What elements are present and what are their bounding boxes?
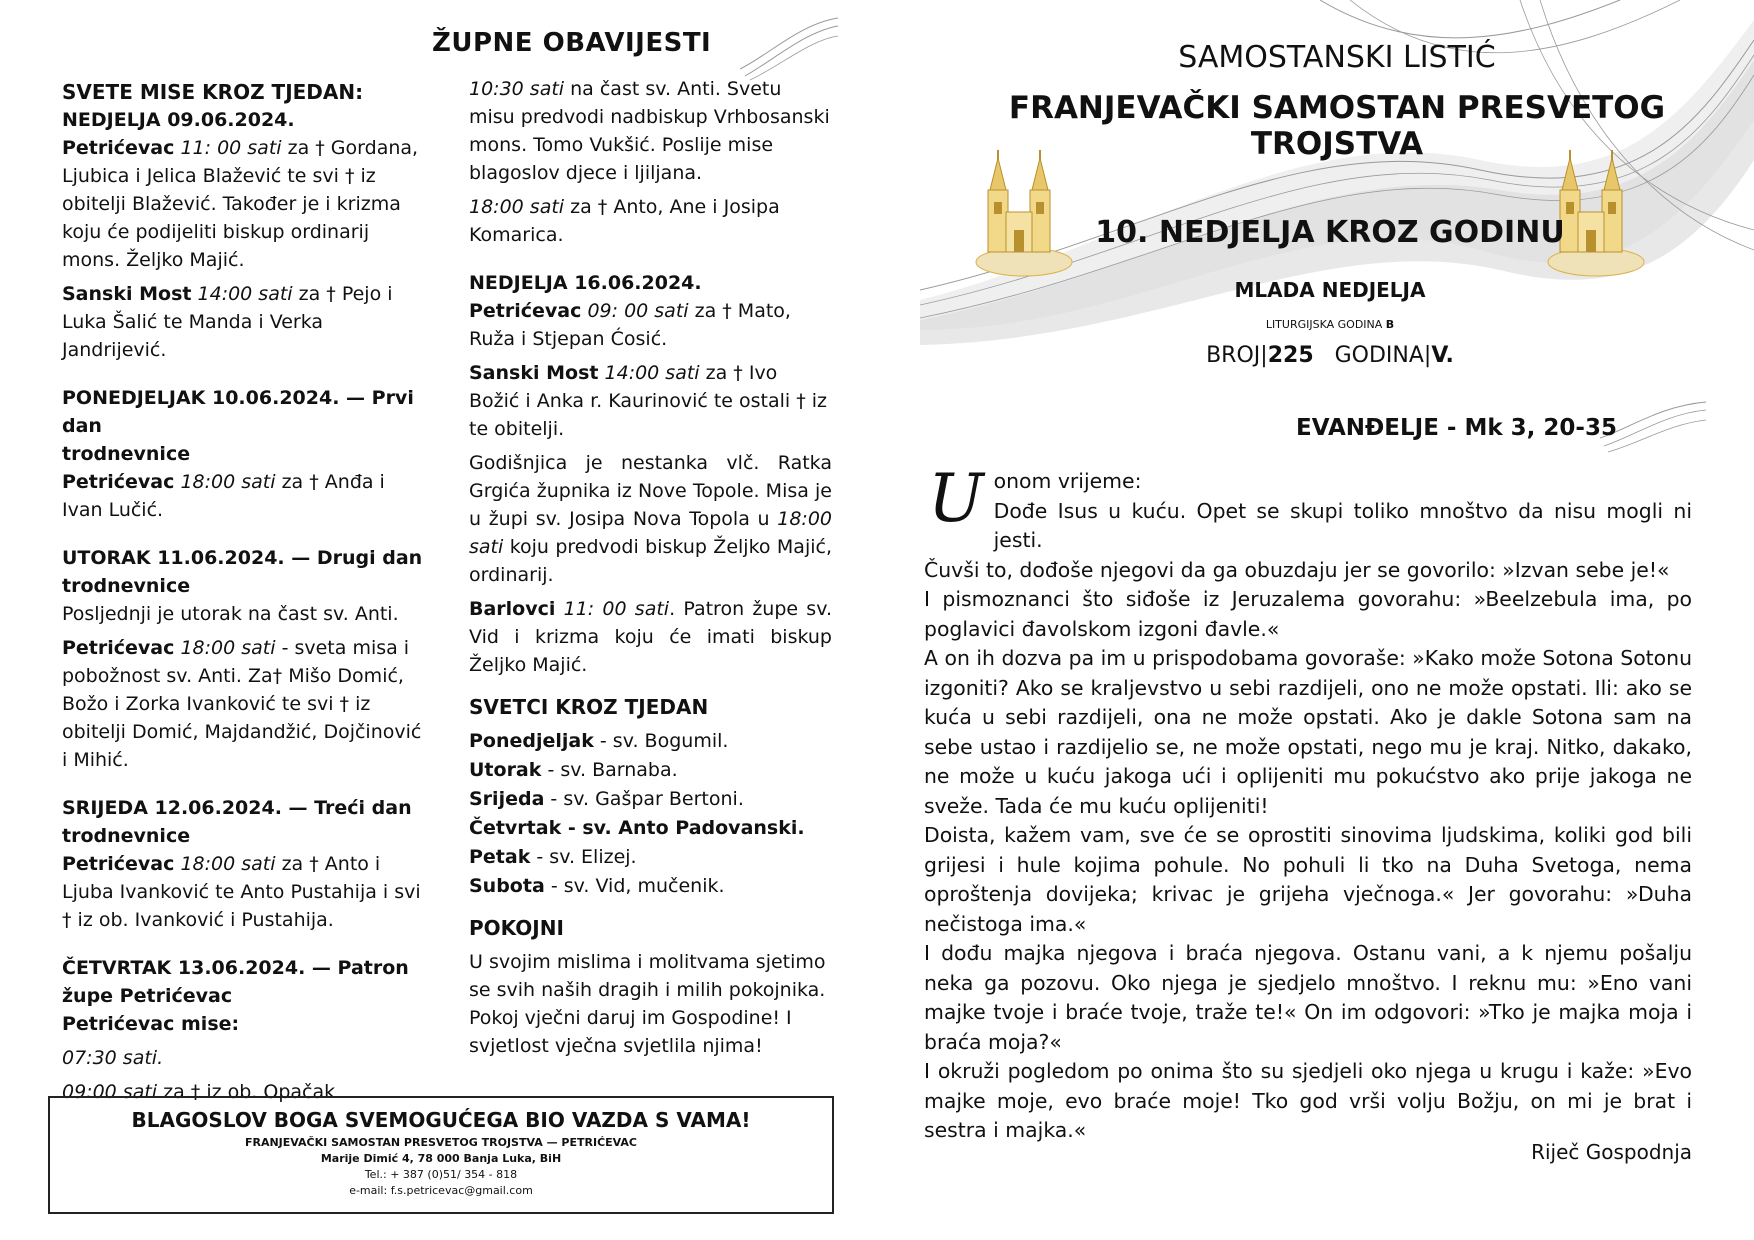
saint-item: Četvrtak - sv. Anto Padovanski. (469, 817, 805, 839)
blessing-box (48, 1096, 834, 1214)
email: e-mail: f.s.petricevac@gmail.com (349, 1184, 533, 1197)
note-text: Posljednji je utorak na čast sv. Anti. (62, 603, 399, 625)
drop-cap: U (928, 460, 984, 537)
saints-list (469, 727, 832, 900)
deceased-text: U svojim mislima i molitvama sjetimo se svih naših dragih i milih pokojnika. Pokoj vječni daruj im Gospodine! I svjetlost vječna svjetlila njima! (469, 951, 826, 1057)
gospel-paragraph: I okruži pogledom po onima što su sjedjeli oko njega u krugu i kaže: »Evo majke moje, evo braće moje! Tko god vrši volju Božju, on mi je brat i sestra i majka.« (924, 1059, 1692, 1142)
mass-entry: Petrićevac 18:00 sati za † Anđa i Ivan Lučić. (62, 471, 385, 521)
masses-column-left (62, 78, 427, 1112)
gospel-paragraph: I pismoznanci što siđoše iz Jeruzalema govorahu: »Beelzebula ima, po poglavici đavolskom izgoni đavle.« (924, 587, 1692, 641)
saints-title: SVETCI KROZ TJEDAN (469, 695, 709, 719)
mass-entry: Sanski Most 14:00 sati za † Ivo Božić i Anka r. Kaurinović te ostali † iz te obitelji. (469, 362, 828, 440)
anniversary-entry: Godišnjica je nestanka vlč. Ratka Grgića župnika iz Nove Topole. Misa je u župi sv. Josipa Nova Topola u 18:00 sati koju predvodi biskup Željko Majić, ordinarij. (469, 452, 833, 586)
mass-entry: 09:00 sati za † iz ob. Opačak (62, 1081, 336, 1103)
saint-item: Srijeda - sv. Gašpar Bertoni. (469, 788, 744, 810)
sunday-subtitle: MLADA NEDJELJA (1234, 278, 1426, 302)
day-heading: ČETVRTAK 13.06.2024. — Patron župe Petrićevac (62, 957, 409, 1007)
deceased-title: POKOJNI (469, 916, 564, 940)
masthead-title: SAMOSTANSKI LISTIĆ (1178, 40, 1496, 75)
issue-number: BROJ|225 GODINA|V. (1206, 343, 1454, 368)
gospel-line: onom vrijeme: (993, 469, 1142, 493)
masses-column-right (469, 75, 832, 1066)
day-heading: SRIJEDA 12.06.2024. — Treći dan trodnevnice (62, 797, 412, 847)
blessing-text: BLAGOSLOV BOGA SVEMOGUĆEGA BIO VAZDA S VAMA! (131, 1108, 751, 1132)
liturgical-year: LITURGIJSKA GODINA B (1265, 318, 1395, 331)
gospel-text (924, 460, 1692, 1146)
sunday-title: 10. NEDJELJA KROZ GODINU (1095, 215, 1565, 250)
saint-item: Ponedjeljak - sv. Bogumil. (469, 730, 729, 752)
gospel-paragraph: A on ih dozva pa im u prispodobama govoraše: »Kako može Sotona Sotonu izgoniti? Ako se kraljevstvo u sebi razdijeli, ono ne može opstati. Ili: ako se kuća u sebi razdijeli, ona ne može opstati. Ako je dakle Sotona sam na sebe ustao i razdijelio se, ne može opstati, nego mu je kraj. Nitko, dakako, ne može u kuću jakoga ući i oplijeniti mu pokućstvo ako prije jakoga ne sveže. Tada će mu kuću oplijeniti! (924, 646, 1692, 818)
title-swirl-decoration (740, 14, 840, 84)
monastery-name: FRANJEVAČKI SAMOSTAN PRESVETOG TROJSTVA — PETRIĆEVAC (244, 1136, 638, 1149)
mass-entry: Barlovci 11: 00 sati. Patron župe sv. Vid i krizma koju će imati biskup Željko Majić. (469, 598, 833, 676)
mass-entry: Petrićevac 09: 00 sati za † Mato, Ruža i Stjepan Ćosić. (469, 300, 791, 350)
gospel-reference: EVANĐELJE - Mk 3, 20-35 (1296, 415, 1617, 441)
mass-entry: Petrićevac mise: (62, 1013, 240, 1035)
phone: Tel.: + 387 (0)51/ 354 - 818 (364, 1168, 518, 1181)
mass-entry: 18:00 sati za † Anto, Ane i Josipa Komarica. (469, 196, 780, 246)
saint-item: Petak - sv. Elizej. (469, 846, 637, 868)
mass-time: 07:30 sati. (62, 1047, 164, 1069)
mass-entry: Sanski Most 14:00 sati za † Pejo i Luka Šalić te Manda i Verka Jandrijević. (62, 283, 393, 361)
masthead-subtitle: FRANJEVAČKI SAMOSTAN PRESVETOG TROJSTVA (1008, 90, 1666, 162)
mass-entry: Petrićevac 18:00 sati - sveta misa i pobožnost sv. Anti. Za† Mišo Domić, Božo i Zorka Ivanković te svi † iz obitelji Domić, Majdandžić, Dojčinović i Mihić. (62, 637, 422, 771)
day-heading: NEDJELJA 16.06.2024. (469, 272, 702, 294)
gospel-paragraph: Čuvši to, dođoše njegovi da ga obuzdaju jer se govorilo: »Izvan sebe je!« (924, 557, 1670, 582)
gospel-paragraph: Dođe Isus u kuću. Opet se skupi toliko mnoštvo da nisu mogli ni jesti. (993, 498, 1692, 552)
closing-phrase: Riječ Gospodnja (1531, 1140, 1692, 1164)
saint-item: Subota - sv. Vid, mučenik. (469, 875, 725, 897)
gospel-paragraph: Doista, kažem vam, sve će se oprostiti sinovima ljudskima, koliki god bili grijesi i hule kojima pohule. No pohuli li tko na Duha Svetoga, nema oproštenja dovijeka; krivac je grijeha vječnoga.« Jer govorahu: »Duha nečistoga ima.« (924, 823, 1692, 936)
gospel-paragraph: I dođu majka njegova i braća njegova. Ostanu vani, a k njemu pošalju neka ga pozovu. Oko njega je sjedjelo mnoštvo. I reknu mu: »Eno vani majke tvoje i braće tvoje, traže te!« On im odgovori: »Tko je majka moja i braća moja?« (924, 941, 1692, 1054)
address: Marije Dimić 4, 78 000 Banja Luka, BiH (320, 1152, 562, 1165)
page-title: ŽUPNE OBAVIJESTI (432, 28, 712, 58)
mass-entry: Petrićevac 11: 00 sati za † Gordana, Ljubica i Jelica Blažević te svi † iz obitelji Blažević. Također je i krizma koju će podijeliti biskup ordinarij mons. Željko Majić. (62, 137, 419, 271)
day-heading: NEDJELJA 09.06.2024. (62, 109, 295, 131)
day-heading: PONEDJELJAK 10.06.2024. — Prvi dan trodnevnice (62, 387, 414, 465)
mass-entry: Petrićevac 18:00 sati za † Anto i Ljuba Ivanković te Anto Pustahija i svi † iz ob. Ivanković i Pustahija. (62, 853, 421, 931)
masses-heading: SVETE MISE KROZ TJEDAN: (62, 80, 364, 104)
day-heading: UTORAK 11.06.2024. — Drugi dan trodnevnice (62, 547, 423, 597)
mass-entry: 10:30 sati na čast sv. Anti. Svetu misu predvodi nadbiskup Vrhbosanski mons. Tomo Vukšić. Poslije mise blagoslov djece i ljiljana. (469, 78, 830, 184)
saint-item: Utorak - sv. Barnaba. (469, 759, 678, 781)
